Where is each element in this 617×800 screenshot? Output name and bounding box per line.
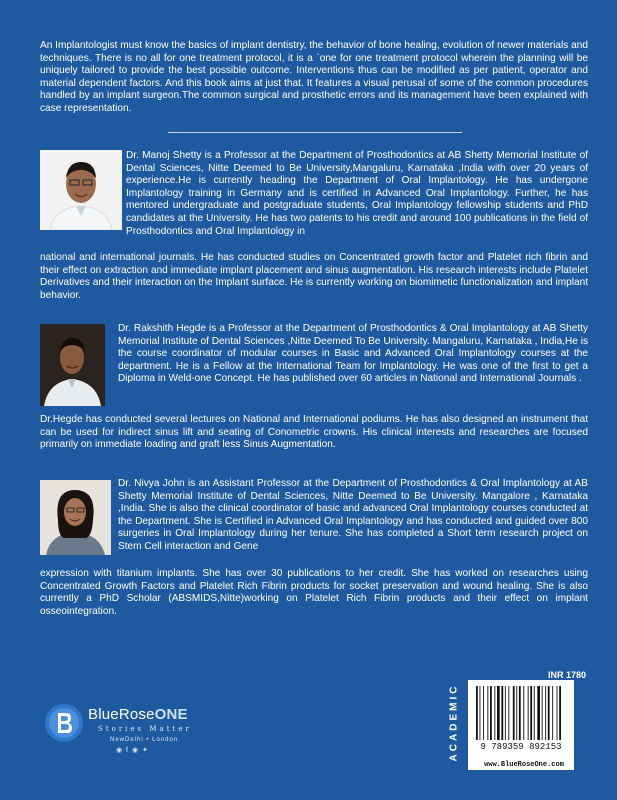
price-label: INR 1780 [548, 670, 587, 680]
publisher-name-main: BlueRose [88, 706, 155, 723]
publisher-name-accent: ONE [154, 706, 188, 723]
category-text: ACADEMIC [448, 683, 460, 761]
author-bio-manoj-shetty: Dr. Manoj Shetty is a Professor at the Department of Prosthodontics at AB Shetty Memorial Institute of Dental Sciences, Nitte Deemed to Be University,Mangaluru, Karnataka ,India with over 20 years of experience.He is currently heading the Department of Oral Implantology. He has undergone Implantology training in Germany and is certified in Advanced Oral Implantology. Further, he has mentored undergraduate and postgraduate students, Oral Implantology fellowship students and PhD candidates at the University. He has two patents to his credit and around 100 publications in the field of Prosthodontics and Oral Implantology in [126, 150, 588, 237]
publisher-url: www.BlueRoseOne.com [484, 761, 564, 769]
author-photo-manoj-shetty [40, 150, 122, 230]
author-bio-manoj-shetty-continued: national and international journals. He has conducted studies on Concentrated growth factor and Platelet rich fibrin and their effect on extraction and immediate implant placement and sinus augmentation. His research interests include Platelet Derivatives and their interaction on the Implant surface. He is currently working on biomimetic functionalization and implant behavior. [40, 252, 588, 301]
isbn-barcode [468, 680, 574, 770]
portrait-icon [40, 324, 105, 406]
bluerose-logo-icon [44, 703, 84, 743]
author-bio-rakshith-hegde-continued: Dr.Hegde has conducted several lectures on National and International podiums. He has also designed an instrument that can be used for indirect sinus lift and seating of Conometric crowns. His clinical interests and researches are focused primarily on immediate loading and graft less Sinus Augmentation. [40, 414, 588, 451]
author-photo-nivya-john [40, 480, 111, 555]
social-icons: ◉ f ◉ ✦ [116, 747, 149, 754]
barcode-icon [468, 680, 574, 742]
divider-line [168, 132, 462, 133]
author-bio-nivya-john-continued: expression with titanium implants. She has over 30 publications to her credit. She has worked on researches using Concentrated Growth Factors and Platelet Rich Fibrin products for socket preservation and wound healing. She is also currently a PhD Scholar (ABSMIDS,Nitte)working on Platelet Rich Fibrin products and their effect on implant osseointegration. [40, 568, 588, 617]
author-bio-nivya-john: Dr. Nivya John is an Assistant Professor at the Department of Prosthodontics & Oral Implantology at AB Shetty Memorial Institute of Dental Sciences, Nitte Deemed to Be University. Mangalore , Karnataka ,India. She is also the clinical coordinator of basic and advanced Oral Implantology courses conducted at the Department. She is Certified in Advanced Oral Implantology and has conducted and guided over 800 surgeries in Oral Implantology during her tenure. She has completed a Short term research project on Stem Cell interaction and Gene [118, 478, 588, 552]
portrait-icon [40, 480, 111, 555]
author-photo-rakshith-hegde [40, 324, 105, 406]
category-label [447, 682, 461, 762]
portrait-icon [40, 150, 122, 230]
publisher-tagline: Stories Matter [98, 725, 192, 733]
publisher-cities: NewDelhi • London [110, 737, 179, 743]
publisher-name [88, 706, 188, 723]
isbn-number: 9 789359 892153 [480, 742, 562, 752]
intro-paragraph: An Implantologist must know the basics of implant dentistry, the behavior of bone healing, evolution of newer materials and techniques. There is no all for one treatment protocol, it is a `one for one treatment protocol wherein the planning will be uniquely tailored to provide the best possible outcome. Interventions thus can be modified as per patient, operator and material dependent factors. And this book aims at just that. It features a visual perusal of some of the common procedures handled by an implant surgeon.The common surgical and prosthetic errors and its management have been explained with case representation. [40, 40, 588, 114]
author-bio-rakshith-hegde: Dr. Rakshith Hegde is a Professor at the Department of Prosthodontics & Oral Implantology at AB Shetty Memorial Institute of Dental Sciences ,Nitte Deemed To Be University. Mangaluru, Karnataka , India,He is the course coordinator of modular courses in Basic and Advanced Oral Implantology courses at the department. He is a Fellow at the International Team for Implantology. He was one of the first to get a Diploma in Weld-one Concept. He has published over 60 articles in National and International Journals . [118, 323, 588, 385]
